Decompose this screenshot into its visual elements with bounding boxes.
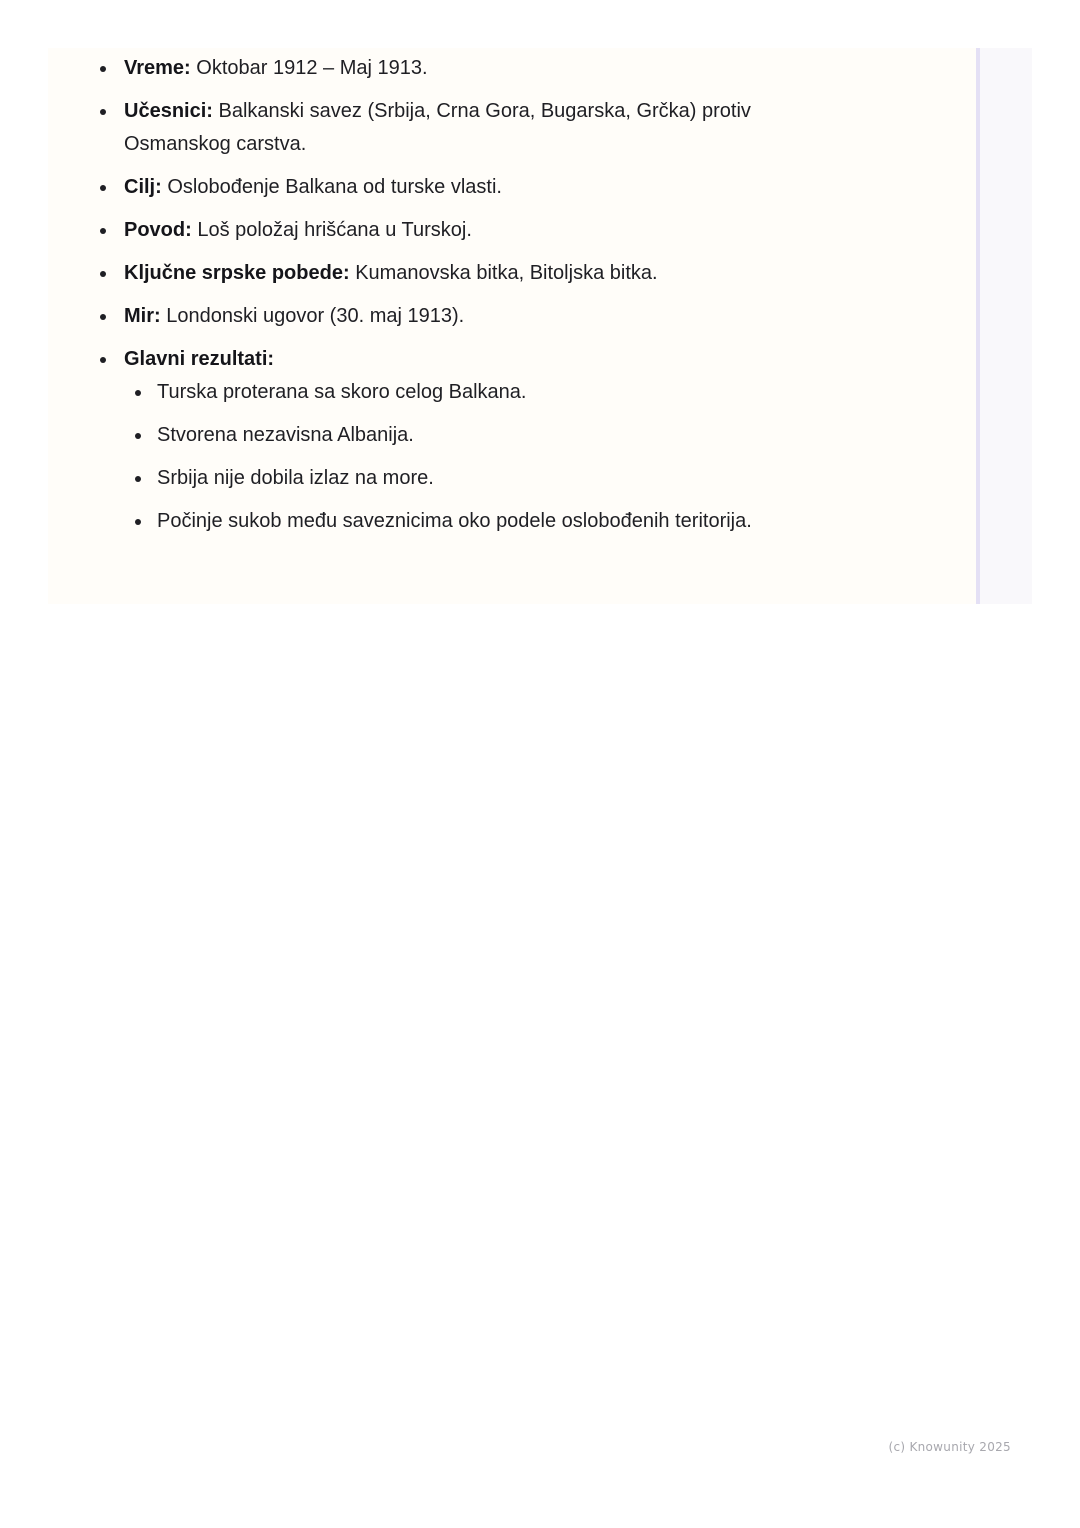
list-item-ucesnici [124,95,814,161]
fact-list [76,52,814,548]
item-text: Loš položaj hrišćana u Turskoj. [197,219,472,241]
item-text: Oslobođenje Balkana od turske vlasti. [167,176,502,198]
result-item: Srbija nije dobila izlaz na more. [157,462,814,495]
list-item-pobede [124,257,814,290]
item-label: Cilj: [124,176,162,198]
result-item: Stvorena nezavisna Albanija. [157,419,814,452]
item-label: Mir: [124,305,161,327]
list-item-cilj [124,171,814,204]
result-item: Počinje sukob među saveznicima oko podele oslobođenih teritorija. [157,505,814,538]
item-text: Oktobar 1912 – Maj 1913. [196,57,428,79]
item-label: Glavni rezultati: [124,348,275,370]
item-label: Vreme: [124,57,191,79]
item-label: Ključne srpske pobede: [124,262,350,284]
item-label: Učesnici: [124,100,213,122]
list-item-vreme [124,52,814,85]
item-text: Londonski ugovor (30. maj 1913). [166,305,465,327]
list-item-povod [124,214,814,247]
side-panel [976,48,1032,604]
list-item-mir [124,300,814,333]
item-label: Povod: [124,219,192,241]
result-item: Turska proterana sa skoro celog Balkana. [157,376,814,409]
list-item-rezultati [124,343,814,538]
item-text: Kumanovska bitka, Bitoljska bitka. [355,262,658,284]
copyright-footer: (c) Knowunity 2025 [888,1440,1011,1454]
item-text: Balkanski savez (Srbija, Crna Gora, Bugarska, Grčka) protiv Osmanskog carstva. [124,100,751,155]
results-list [124,376,814,538]
